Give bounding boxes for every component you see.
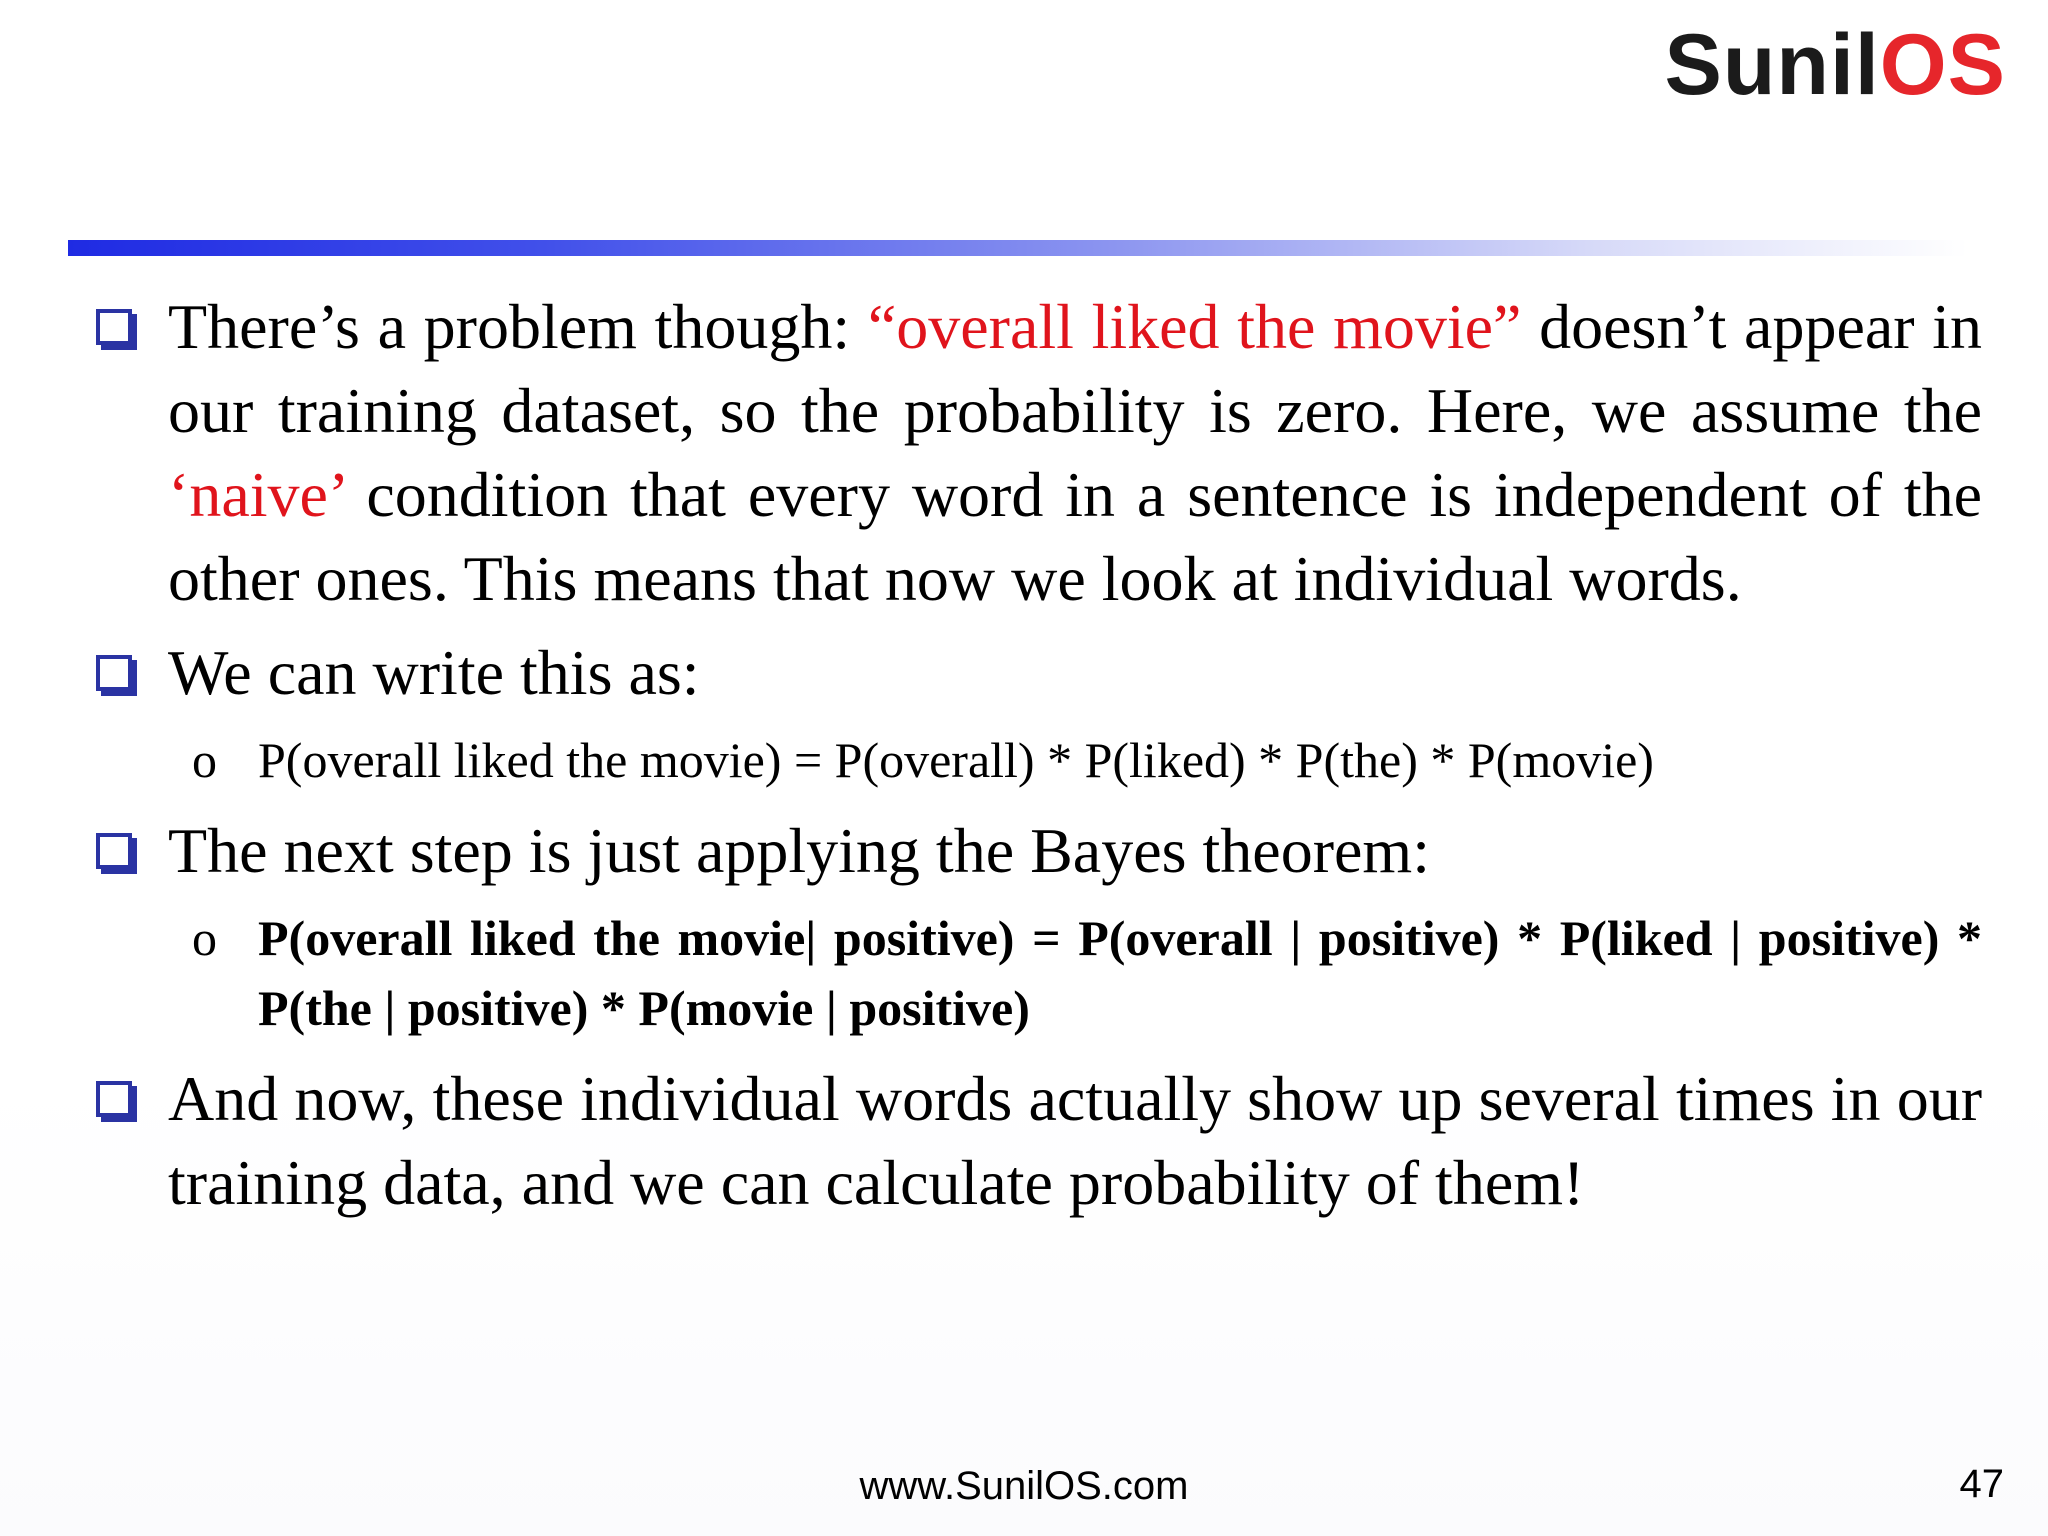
sub-bullet-marker: o	[192, 732, 217, 788]
bullet-item	[92, 285, 1982, 621]
bullet-item	[92, 1057, 1982, 1225]
title-gradient-rule	[68, 240, 1968, 256]
bullet-text: We can write this as:	[168, 637, 700, 708]
footer-url: www.SunilOS.com	[859, 1464, 1189, 1508]
square-bullet-icon	[96, 1081, 132, 1117]
bullet-text: doesn’t appear in our training dataset, so the probability is zero. Here, we assume the	[168, 291, 1983, 446]
highlight-text: “overall liked the movie”	[867, 291, 1522, 362]
slide-content	[92, 285, 1982, 1235]
square-bullet-icon	[96, 309, 132, 345]
highlight-text: ‘naive’	[168, 459, 345, 530]
bullet-text: The next step is just applying the Bayes theorem:	[168, 815, 1430, 886]
page-number: 47	[1959, 1462, 2004, 1506]
sub-bullet-text: P(overall liked the movie| positive) = P(overall | positive) * P(liked | positive) * P(the | positive) * P(movie | positive)	[258, 910, 1982, 1036]
logo-text-os: OS	[1879, 17, 2006, 113]
bullet-item	[92, 809, 1982, 893]
logo-text-sunil: Sunil	[1664, 17, 1880, 113]
bullet-text: There’s a problem though:	[168, 291, 868, 362]
sunilos-logo	[1664, 17, 2006, 113]
square-bullet-icon	[96, 655, 132, 691]
square-bullet-icon	[96, 833, 132, 869]
bullet-item	[92, 631, 1982, 715]
sub-bullet-item	[92, 725, 1982, 795]
sub-bullet-text: P(overall liked the movie) = P(overall) * P(liked) * P(the) * P(movie)	[258, 732, 1654, 788]
bullet-text: condition that every word in a sentence is independent of the other ones. This means that now we look at individual words.	[168, 459, 1982, 614]
sub-bullet-marker: o	[192, 910, 217, 966]
sub-bullet-item	[92, 903, 1982, 1043]
bullet-text: And now, these individual words actually show up several times in our training data, and we can calculate probability of them!	[168, 1063, 1982, 1218]
